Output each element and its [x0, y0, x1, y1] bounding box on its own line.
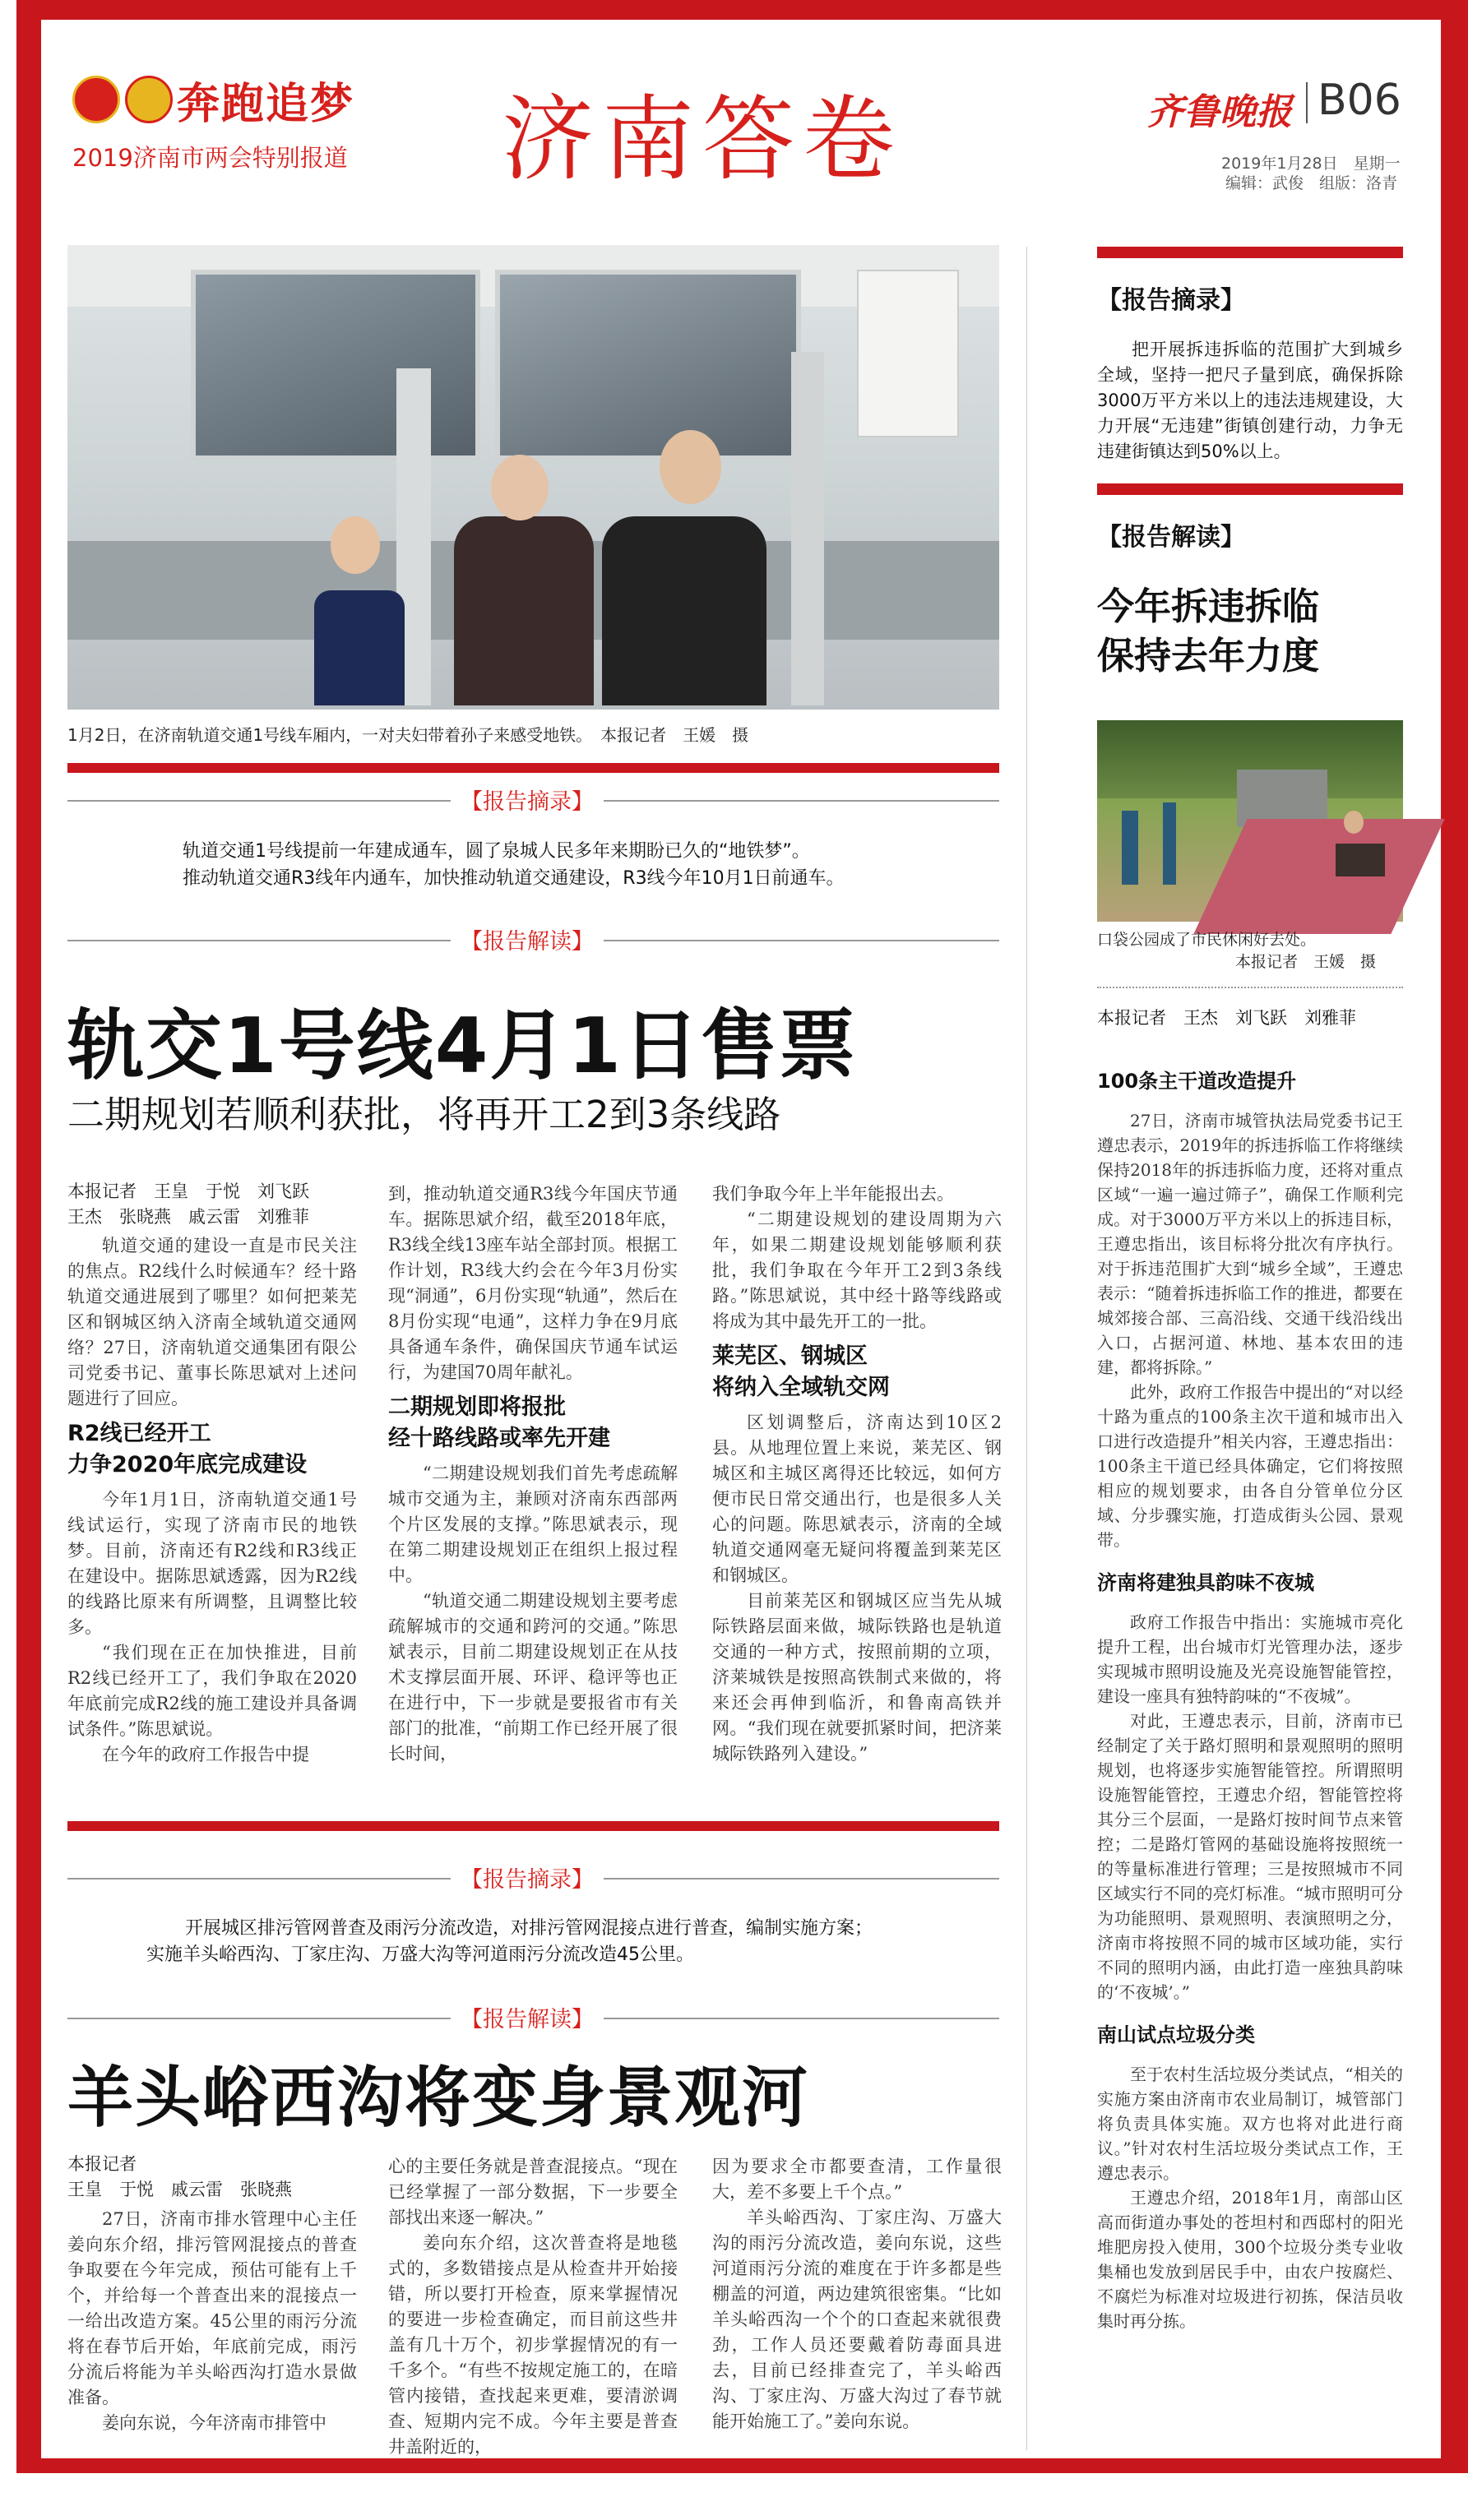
campaign-subtitle: 2019济南市两会特别报道	[72, 144, 348, 172]
paragraph: 在今年的政府工作报告中提	[102, 1745, 309, 1764]
paragraph: 对此，王遵忠表示，目前，济南市已经制定了关于路灯照明和景观照明的照明规划，也将逐步实施智能管控。所谓照明设施智能管控，王遵忠介绍，智能管控将其分三个层面，一是路灯按时间节点来管控；二是路灯管网的基础设施将按照统一的等量标准进行管理；三是按照城市不同区域实行不同的亮灯标准。“城市照明可分为功能照明、景观照明、表演照明之分，济南市将按照不同的城市区域功能，实行不同的照明内涵，由此打造一座独具韵味的‘不夜城’。”	[1097, 1711, 1403, 2002]
article2-column1	[67, 2207, 357, 2445]
article1-summary-line1: 轨道交通1号线提前一年建成通车，圆了泉城人民多年来期盼已久的“地铁梦”。	[183, 841, 810, 862]
article2-column3	[712, 2154, 1002, 2446]
article2-interpretation-label: 【报告解读】	[451, 2001, 604, 2033]
article1-byline1: 本报记者 王皇 于悦 刘飞跃	[67, 1181, 309, 1201]
right-red-border	[1441, 0, 1468, 2458]
sidebar-body	[1097, 1061, 1403, 2442]
paragraph: 政府工作报告中指出：实施城市亮化提升工程，出台城市灯光管理办法，逐步实现城市照明设施及光亮设施智能管控，建设一座具有独特韵味的“不夜城”。	[1097, 1612, 1403, 1706]
article1-column1	[67, 1233, 357, 1801]
subheading: 100条主干道改造提升	[1097, 1070, 1297, 1093]
paper-name: 齐鲁晚报	[1147, 91, 1292, 133]
paragraph: 因为要求全市都要查清，工作量很大，差不多要上千个点。”	[712, 2157, 1002, 2202]
column-separator	[1026, 247, 1027, 2450]
park-photo	[1097, 720, 1403, 922]
paragraph: 姜向东说，今年济南市排管中	[102, 2413, 326, 2433]
subway-photo	[67, 245, 999, 710]
subheading: 莱芜区、钢城区 将纳入全域轨交网	[712, 1343, 890, 1400]
paragraph: “二期建设规划我们首先考虑疏解城市交通为主，兼顾对济南东西部两个片区发展的支撑。”陈思斌表示，现在第二期建设规划正在组织上报过程中。	[388, 1463, 678, 1585]
paragraph: 我们争取今年上半年能报出去。	[712, 1184, 954, 1204]
top-red-border	[16, 0, 1468, 20]
article1-headline: 轨交1号线4月1日售票	[67, 1001, 858, 1090]
editor-line: 编辑：武俊 组版：洛青	[1225, 174, 1398, 192]
paragraph: 27日，济南市排水管理中心主任姜向东介绍，排污管网混接点的普查争取要在今年完成，预估可能有上千个，并给每一个普查出来的混接点一一给出改造方案。45公里的雨污分流将在春节后开始，年底前完成，雨污分流后将能为羊头峪西沟打造水景做准备。	[67, 2209, 357, 2407]
paragraph: 心的主要任务就是普查混接点。“现在已经掌握了一部分数据，下一步要全部找出来逐一解决。”	[388, 2157, 678, 2227]
article1-interpretation-label: 【报告解读】	[451, 923, 604, 955]
bottom-red-border	[16, 2458, 1468, 2473]
paragraph: 姜向东介绍，这次普查将是地毯式的，多数错接点是从检查井开始接错，所以要打开检查，原来掌握情况的要进一步检查确定，而目前这些井盖有几十万个，初步掌握情况的有一千多个。“有些不按规定施工的，在暗管内接错，查找起来更难，要清淤调查、短期内完不成。今年主要是普查井盖附近的，	[388, 2233, 678, 2457]
article2-top-rule	[67, 1821, 999, 1831]
article2-summary-line1: 开展城区排污管网普查及雨污分流改造，对排污管网混接点进行普查，编制实施方案；	[185, 1918, 873, 1939]
party-emblem-icon	[72, 76, 120, 123]
paragraph: 轨道交通的建设一直是市民关注的焦点。R2线什么时候通车？经十路轨道交通进展到了哪里？如何把莱芜区和钢城区纳入济南全域轨道交通网络？27日，济南轨道交通集团有限公司党委书记、董事长陈思斌对上述问题进行了回应。	[67, 1236, 357, 1408]
page-number: B06	[1317, 76, 1401, 125]
paragraph: “二期建设规划的建设周期为六年，如果二期建设规划能够顺利获批，我们争取在今年开工2到3条线路。”陈思斌说，其中经十路等线路或将成为其中最先开工的一批。	[712, 1209, 1002, 1331]
subheading: R2线已经开工 力争2020年底完成建设	[67, 1421, 308, 1477]
sidebar-summary-text: 把开展拆违拆临的范围扩大到城乡全域，坚持一把尺子量到底，确保拆除3000万平方米以上的违法违规建设，大力开展“无违建”街镇创建行动，力争无违建街镇达到50%以上。	[1097, 340, 1403, 461]
date-line: 2019年1月28日 星期一	[1221, 155, 1401, 173]
sidebar-mid-rule	[1097, 483, 1403, 495]
park-photo-credit: 本报记者 王媛 摄	[1235, 953, 1377, 971]
article1-subheadline: 二期规划若顺利获批，将再开工2到3条线路	[67, 1093, 781, 1136]
article1-summary-label: 【报告摘录】	[451, 784, 604, 816]
article1-summary-line2: 推动轨道交通R3线年内通车，加快推动轨道交通建设，R3线今年10月1日前通车。	[183, 868, 845, 889]
paragraph: “轨道交通二期建设规划主要考虑疏解城市的交通和跨河的交通。”陈思斌表示，目前二期建设规划正在从技术支撑层面开展、环评、稳评等也正在进行中，下一步就是要报省市有关部门的批准，“前期工作已经开展了很长时间，	[388, 1591, 678, 1764]
sidebar-summary-label: 【报告摘录】	[1097, 286, 1245, 315]
article2-summary-label: 【报告摘录】	[451, 1861, 604, 1893]
park-photo-caption: 口袋公园成了市民休闲好去处。	[1097, 931, 1317, 949]
article2-byline2: 王皇 于悦 戚云雷 张晓燕	[67, 2180, 292, 2199]
article2-byline1: 本报记者	[67, 2154, 137, 2174]
campaign-title: 奔跑追梦	[177, 80, 355, 129]
article2-headline: 羊头峪西沟将变身景观河	[67, 2060, 809, 2136]
paragraph: 目前莱芜区和钢城区应当先从城际铁路层面来做，城际铁路也是轨道交通的一种方式，按照前期的立项，济莱城铁是按照高铁制式来做的，将来还会再伸到临沂，和鲁南高铁并网。“我们现在就要抓紧时间，把济莱城际铁路列入建设。”	[712, 1591, 1002, 1764]
article1-column2	[388, 1181, 678, 1802]
cppcc-emblem-icon	[125, 76, 173, 123]
sidebar-byline: 本报记者 王杰 刘飞跃 刘雅菲	[1097, 1008, 1356, 1028]
paragraph: 今年1月1日，济南轨道交通1号线试运行，实现了济南市民的地铁梦。目前，济南还有R2线和R3线正在建设中。据陈思斌透露，因为R2线的线路比原来有所调整，且调整比较多。	[67, 1490, 357, 1637]
sidebar-interpretation-label: 【报告解读】	[1097, 523, 1245, 552]
sidebar-top-rule	[1097, 247, 1403, 258]
sidebar-headline: 今年拆违拆临 保持去年力度	[1097, 585, 1320, 677]
article1-top-rule	[67, 763, 999, 773]
subheading: 济南将建独具韵味不夜城	[1097, 1571, 1314, 1594]
paragraph: “我们现在正在加快推进，目前R2线已经开工了，我们争取在2020年底前完成R2线的施工建设并具备调试条件。”陈思斌说。	[67, 1643, 357, 1739]
paragraph: 27日，济南市城管执法局党委书记王遵忠表示，2019年的拆违拆临工作将继续保持2018年的拆违拆临力度，还将对重点区域“一遍一遍过筛子”，确保工作顺利完成。对于3000万平方米以上的拆违目标，王遵忠指出，该目标将分批次有序执行。对于拆违范围扩大到“城乡全域”，王遵忠表示：“随着拆违拆临工作的推进，都要在城郊接合部、三高沿线、交通干线沿线出入口，占据河道、林地、基本农田的违建，都将拆除。”	[1097, 1111, 1403, 1377]
sidebar-dotted-rule	[1097, 987, 1403, 988]
article1-column3	[712, 1181, 1002, 1802]
article1-byline2: 王杰 张晓燕 戚云雷 刘雅菲	[67, 1207, 309, 1227]
article2-summary-line2: 实施羊头峪西沟、丁家庄沟、万盛大沟等河道雨污分流改造45公里。	[146, 1944, 694, 1965]
paragraph: 王遵忠介绍，2018年1月，南部山区高而街道办事处的苍坦村和西邸村的阳光堆肥房投入使用，300个垃圾分类专业收集桶也发放到居民手中，由农户按腐烂、不腐烂为标准对垃圾进行初拣，保洁员收集时再分拣。	[1097, 2188, 1403, 2331]
paragraph: 羊头峪西沟、丁家庄沟、万盛大沟的雨污分流改造，姜向东说，这些河道雨污分流的难度在于许多都是些棚盖的河道，两边建筑很密集。“比如羊头峪西沟一个个的口查起来就很费劲，工作人员还要戴着防毒面具进去，目前已经排查完了，羊头峪西沟、丁家庄沟、万盛大沟过了春节就能开始施工了。”姜向东说。	[712, 2208, 1002, 2431]
subheading: 二期规划即将报批 经十路线路或率先开建	[388, 1394, 610, 1451]
section-title: 济南答卷	[502, 86, 903, 193]
subheading: 南山试点垃圾分类	[1097, 2023, 1255, 2046]
paper-divider	[1306, 82, 1308, 123]
photo-caption: 1月2日，在济南轨道交通1号线车厢内，一对夫妇带着孙子来感受地铁。 本报记者 王媛 摄	[67, 725, 749, 745]
paragraph: 区划调整后，济南达到10区2县。从地理位置上来说，莱芜区、钢城区和主城区离得还比较远，如何方便市民日常交通出行，也是很多人关心的问题。陈思斌表示，济南的全域轨道交通网毫无疑问将覆盖到莱芜区和钢城区。	[712, 1413, 1002, 1585]
paragraph: 到，推动轨道交通R3线今年国庆节通车。据陈思斌介绍，截至2018年底，R3线全线13座车站全部封顶。根据工作计划，R3线大约会在今年3月份实现“洞通”，6月份实现“轨通”，然后在8月份实现“电通”，这样力争在9月底具备通车条件，确保国庆节通车试运行，为建国70周年献礼。	[388, 1184, 678, 1382]
paragraph: 此外，政府工作报告中提出的“对以经十路为重点的100条主次干道和城市出入口进行改造提升”相关内容，王遵忠指出：100条主干道已经具体确定，它们将按照相应的规划要求，由各自分管单位分区域、分步骤实施，打造成街头公园、景观带。	[1097, 1382, 1403, 1550]
paragraph: 至于农村生活垃圾分类试点，“相关的实施方案由济南市农业局制订，城管部门将负责具体实施。双方也将对此进行商议。”针对农村生活垃圾分类试点工作，王遵忠表示。	[1097, 2065, 1403, 2183]
article2-column2	[388, 2154, 678, 2457]
left-red-border	[16, 0, 41, 2458]
